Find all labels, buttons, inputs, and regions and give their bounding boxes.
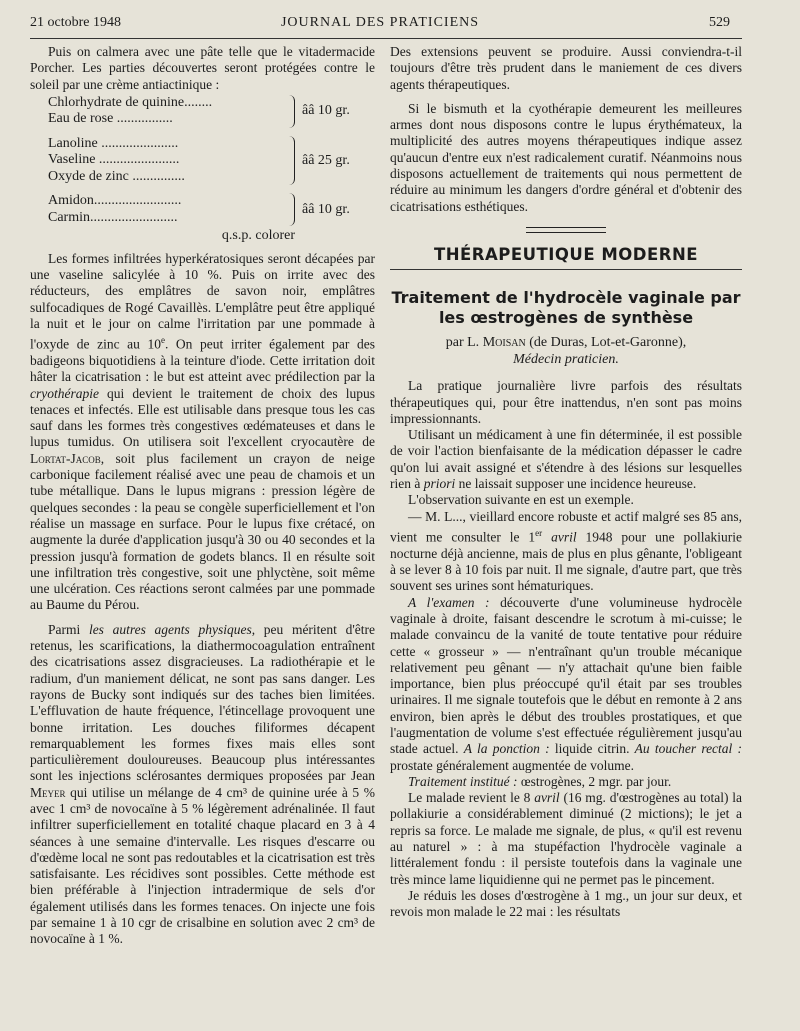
recipe-item: Carmin......................... <box>48 209 178 225</box>
followup-paragraph: Le malade revient le 8 avril (16 mg. d'œstrogènes au total) la pollakiurie a considérablement diminué (2 mictions); le jet a repris sa force. Le malade me signale, de plus, « qu'il est revenu au naturel » : à ma stupéfaction l'hydrocèle vaginale a littéralement fondu : il persiste toutefois dans la vaginale une très mince lame liquidienne qui ne permet pas le pincement. <box>390 790 742 887</box>
section-rule <box>390 269 742 270</box>
recipe-group-2 <box>30 136 375 186</box>
recipe-group-1 <box>30 95 375 128</box>
brace <box>286 95 295 128</box>
recipe-item: Chlorhydrate de quinine........ <box>48 94 213 110</box>
dose-paragraph: Je réduis les doses d'œstrogène à 1 mg., un jour sur deux, et revois mon malade le 22 mai : les résultats <box>390 887 742 920</box>
recipe-dose: ââ 25 gr. <box>302 152 350 168</box>
journal-title: JOURNAL DES PRATICIENS <box>280 15 480 30</box>
right-column <box>390 44 742 921</box>
article-paragraph: La pratique journalière livre parfois des résultats thérapeutiques qui, pour être inattendus, n'en sont pas moins impressionnants. <box>390 378 742 426</box>
running-header <box>30 12 730 34</box>
author-name: Moisan <box>482 335 526 351</box>
paragraph-extensions: Des extensions peuvent se produire. Aussi conviendra-t-il toujours d'être très prudent dans le maniement de ces divers agents thérapeutiques. <box>390 44 742 92</box>
section-title: THÉRAPEUTIQUE MODERNE <box>433 244 699 264</box>
section-divider <box>526 227 606 233</box>
recipe-qsp: q.s.p. colorer <box>221 228 295 244</box>
recipe-dose: ââ 10 gr. <box>302 103 350 119</box>
article-title: Traitement de l'hydrocèle vaginale par les œstrogènes de synthèse <box>391 288 741 328</box>
paragraph-physical-agents: Parmi les autres agents physiques, peu méritent d'être retenus, les scarifications, la diathermocoagulation entraînent des cicatrisations assez disgracieuses. La radiothérapie et le radium, d'un maniement délicat, ne sont pas sans danger. Les rayons de Bucky sont indiqués sur des taches bien limitées. L'effluvation de haute fréquence, l'étincellage provoquent une bonne irritation. Les douches filiformes décapent remarquablement les formes fixes mais elles sont particulièrement douloureuses. Beaucoup plus intéressantes sont les injections sclérosantes dermiques proposées par Jean Meyer qui utilise un mélange de 4 cm³ de quinine urée à 5 % avec 1 cm³ de novocaïne à 5 % légèrement adrénalinée. Il faut infiltrer superficiellement en totalité chaque placard en 3 à 4 séances à une semaine d'intervalle. Les risques d'escarre ou d'œdème local ne sont pas redoutables et la cicatrisation est très satisfaisante. Les récidives sont possibles. Cette méthode est bien préférable à l'injection intradermique de sels d'or également utilisés dans les formes tenaces. On injecte une fois par semaine 1 à 10 cgr de crisalbine en solution avec 2 cm³ de novocaïne à 1 %. <box>30 621 376 947</box>
header-date: 21 octobre 1948 <box>30 15 121 30</box>
recipe-item: Vaseline ....................... <box>48 152 180 168</box>
byline: par L. Moisan (de Duras, Lot-et-Garonne), Médecin praticien. <box>390 334 742 368</box>
page-number: 529 <box>709 15 730 30</box>
brace <box>286 136 295 186</box>
recipe-item: Eau de rose ................ <box>48 111 173 127</box>
brace <box>286 193 295 226</box>
paragraph-bismuth: Si le bismuth et la cyothérapie demeurent les meilleures armes dont nous disposons contre le lupus érythémateux, la multiplicité des autres moyens thérapeutiques indique assez qu'aucun d'entre eux n'est radicalement curatif. Néanmoins nous disposons actuellement de traitements qui nous permettent de réduire au minimum les dangers d'ordre général et d'obtenir des cicatrisations esthétiques. <box>390 100 742 214</box>
recipe-item: Oxyde de zinc ............... <box>48 168 185 184</box>
left-column <box>30 44 375 948</box>
prescription <box>30 95 375 245</box>
recipe-item: Lanoline ...................... <box>48 135 179 151</box>
exam-paragraph: A l'examen : découverte d'une volumineuse hydrocèle vaginale à droite, faisant descendre le scrotum à mi-cuisse; le malade convaincu de la vanité de toute tentative pour réduire cette « grosseur » — n'entraînant qu'un trouble mécanique relativement peu gênant — n'y attachait qu'une bien faible importance, bien plus préoccupé qu'il était par ses troubles urinaires. Il me signale toutefois que le début en remonte à 2 ans environ, bien après le début des troubles prostatiques, et que l'augmentation de volume s'est effectuée régulièrement jusqu'au stade actuel. A la ponction : liquide citrin. Au toucher rectal : prostate généralement augmentée de volume. <box>390 594 743 773</box>
header-rule <box>30 38 742 39</box>
article-paragraph: L'observation suivante en est un exemple. <box>408 492 634 508</box>
recipe-group-3 <box>30 193 375 226</box>
article-paragraph: Utilisant un médicament à une fin déterminée, il est possible de voir l'action bienfaisante de la médication dépasser le cadre qu'on lui avait assigné et s'étendre à des lésions sur lesquelles rien à priori ne laissait supposer une incidence heureuse. <box>390 427 742 492</box>
case-paragraph: — M. L..., vieillard encore robuste et actif malgré ses 85 ans, vient me consulter le 1er avril 1948 pour une pollakiurie nocturne déjà ancienne, mais de plus en plus gênante, l'obligeant à se lever 8 à 10 fois par nuit. Il me signale, d'autre part, que très souvent ses urines sont hématuriques. <box>390 508 742 594</box>
intro-paragraph: Puis on calmera avec une pâte telle que le vitadermacide Porcher. Les parties découvertes seront protégées contre le soleil par une crème antiactinique : <box>30 44 375 92</box>
recipe-item: Amidon......................... <box>48 193 182 209</box>
treatment-paragraph: Traitement institué : œstrogènes, 2 mgr. par jour. <box>408 773 672 789</box>
paragraph-infiltrated-forms: Les formes infiltrées hyperkératosiques seront décapées par une vaseline salicylée à 10 %. Puis on irrite avec des réducteurs, des emplâtres de savon noir, emplâtres sulfocadiques de Rogé Cavaillès. L'emplâtre peut être appliqué la nuit et le jour on calme l'irritation par une pommade à l'oxyde de zinc au 10e. On peut irriter également par des badigeons biquotidiens à la teinture d'iode. Cette irritation doit hâter la cicatrisation : le but est atteint avec prédilection par la cryothérapie qui devient le traitement de choix des lupus tenaces et infectés. Elle est utilisable dans presque tous les cas sauf dans les formes très congestives œdémateuses et dans le lupus tumidus. On utilisera soit l'excellent cryocautère de Lortat-Jacob, soit plus facilement un crayon de neige carbonique facilement réalisé avec une peau de chamois et un tube métallique. Dans le lupus migrans : pression légère de quelques secondes : la peau se congèle superficiellement et l'on réalise un massage en surface. Pour le lupus fixe crétacé, on augmente la durée d'application jusqu'à 30 ou 40 secondes et la pression jusqu'à formation de godets blancs. Il en résulte soit une infiltration très congestive, soit une phlyctène, soit même une ulcération. Ces réactions seront calmées par une pommade au Baume du Pérou. <box>30 250 375 613</box>
recipe-dose: ââ 10 gr. <box>302 201 350 217</box>
author-role: Médecin praticien. <box>513 352 619 368</box>
